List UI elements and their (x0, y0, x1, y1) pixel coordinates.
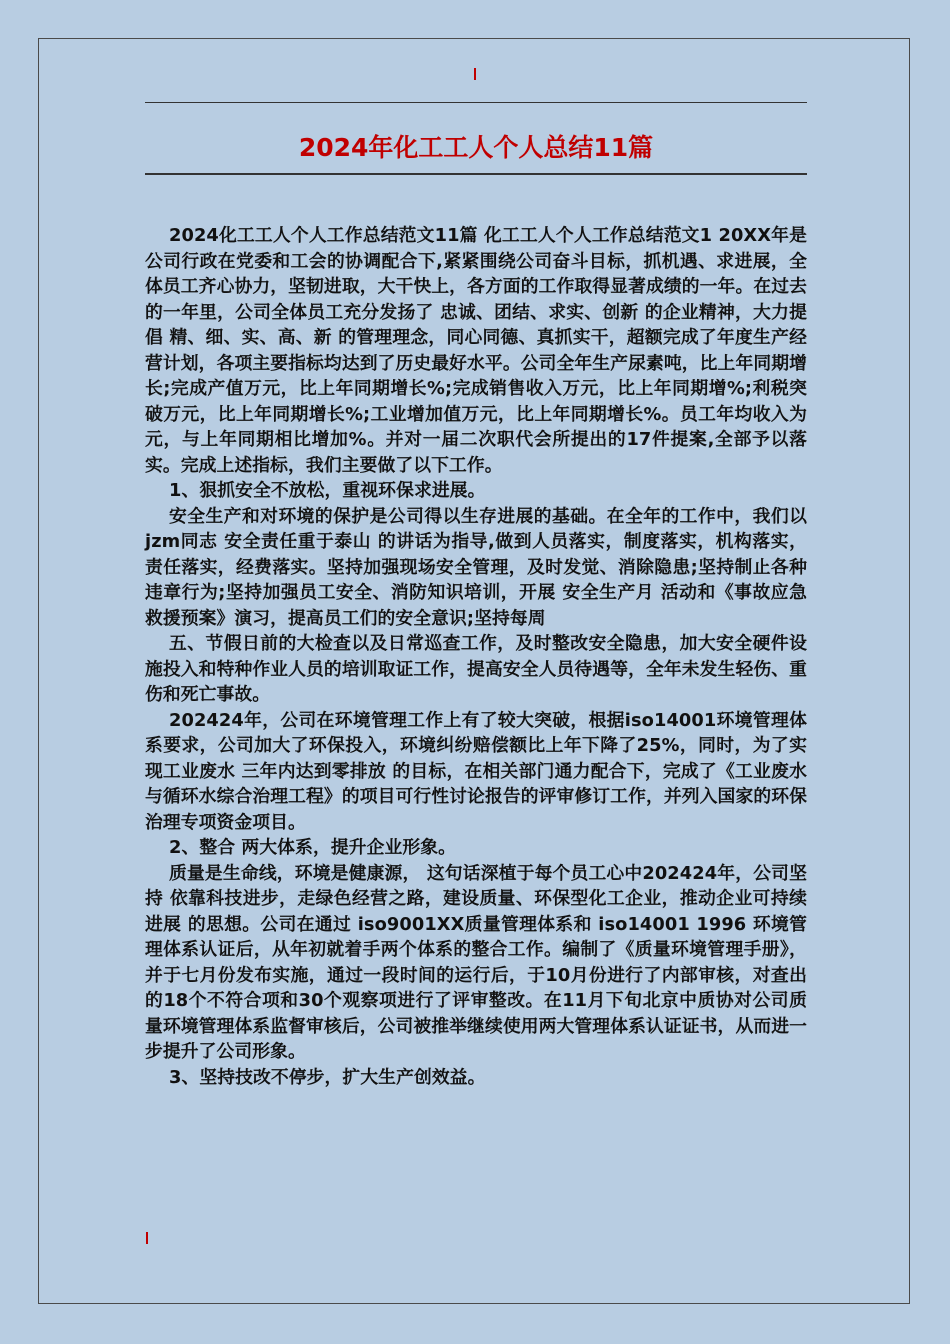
title-underline (145, 173, 807, 175)
section-heading-safety: 1、狠抓安全不放松，重视环保求进展。 (169, 480, 486, 501)
section-heading-systems: 2、整合 两大体系，提升企业形象。 (169, 837, 456, 858)
paragraph-environment: 202424年，公司在环境管理工作上有了较大突破，根据iso14001环境管理体系要求，公司加大了环保投入，环境纠纷赔偿额比上年下降了25%，同时，为了实现工业废水 三年内达到零排放 的目标，在相关部门通力配合下，完成了《工业废水与循环水综合治理工程》的项目可行性讨论报告的评审修订工作，并列入国家的环保治理专项资金项目。 (145, 709, 807, 833)
paragraph-intro: 2024化工工人个人工作总结范文11篇 化工工人个人工作总结范文1 20XX年是公司行政在党委和工会的协调配合下,紧紧围绕公司奋斗目标，抓机遇、求进展，全体员工齐心协力，坚韧进取，大干快上，各方面的工作取得显著成绩的一年。在过去的一年里，公司全体员工充分发扬了 忠诚、团结、求实、创新 的企业精神，大力提倡 精、细、实、高、新 的管理理念，同心同德、真抓实干，超额完成了年度生产经营计划，各项主要指标均达到了历史最好水平。公司全年生产尿素吨，比上年同期增长;完成产值万元，比上年同期增长%;完成销售收入万元，比上年同期增%;利税突破万元，比上年同期增长%;工业增加值万元，比上年同期增长%。员工年均收入为元，与上年同期相比增加%。并对一届二次职代会所提出的17件提案,全部予以落实。完成上述指标，我们主要做了以下工作。 (145, 225, 807, 476)
header-marker (474, 68, 476, 80)
document-title: 2024年化工工人个人总结11篇 (298, 133, 654, 162)
footer-marker (146, 1232, 148, 1244)
document-body (145, 223, 807, 1090)
paragraph-quality: 质量是生命线，环境是健康源， 这句话深植于每个员工心中202424年，公司坚持 依靠科技进步，走绿色经营之路，建设质量、环保型化工企业，推动企业可持续进展 的思想。公司在通过 iso9001XX质量管理体系和 iso14001 1996 环境管理体系认证后，从年初就着手两个体系的整合工作。编制了《质量环境管理手册》，并于七月份发布实施，通过一段时间的运行后，于10月份进行了内部审核，对查出的18个不符合项和30个观察项进行了评审整改。在11月下旬北京中质协对公司质量环境管理体系监督审核后，公司被推举继续使用两大管理体系认证证书，从而进一步提升了公司形象。 (145, 862, 807, 1062)
paragraph-safety: 安全生产和对环境的保护是公司得以生存进展的基础。在全年的工作中，我们以 jzm同志 安全责任重于泰山 的讲话为指导,做到人员落实，制度落实，机构落实，责任落实，经费落实。坚持加强现场安全管理，及时发觉、消除隐患;坚持制止各种违章行为;坚持加强员工安全、消防知识培训，开展 安全生产月 活动和《事故应急救援预案》演习，提高员工们的安全意识;坚持每周 (145, 505, 807, 629)
section-heading-technical: 3、坚持技改不停步，扩大生产创效益。 (169, 1066, 486, 1088)
header-rule (145, 102, 807, 103)
paragraph-inspection: 五、节假日前的大检查以及日常巡查工作，及时整改安全隐患，加大安全硬件设施投入和特种作业人员的培训取证工作，提高安全人员待遇等，全年未发生轻伤、重伤和死亡事故。 (145, 633, 807, 705)
